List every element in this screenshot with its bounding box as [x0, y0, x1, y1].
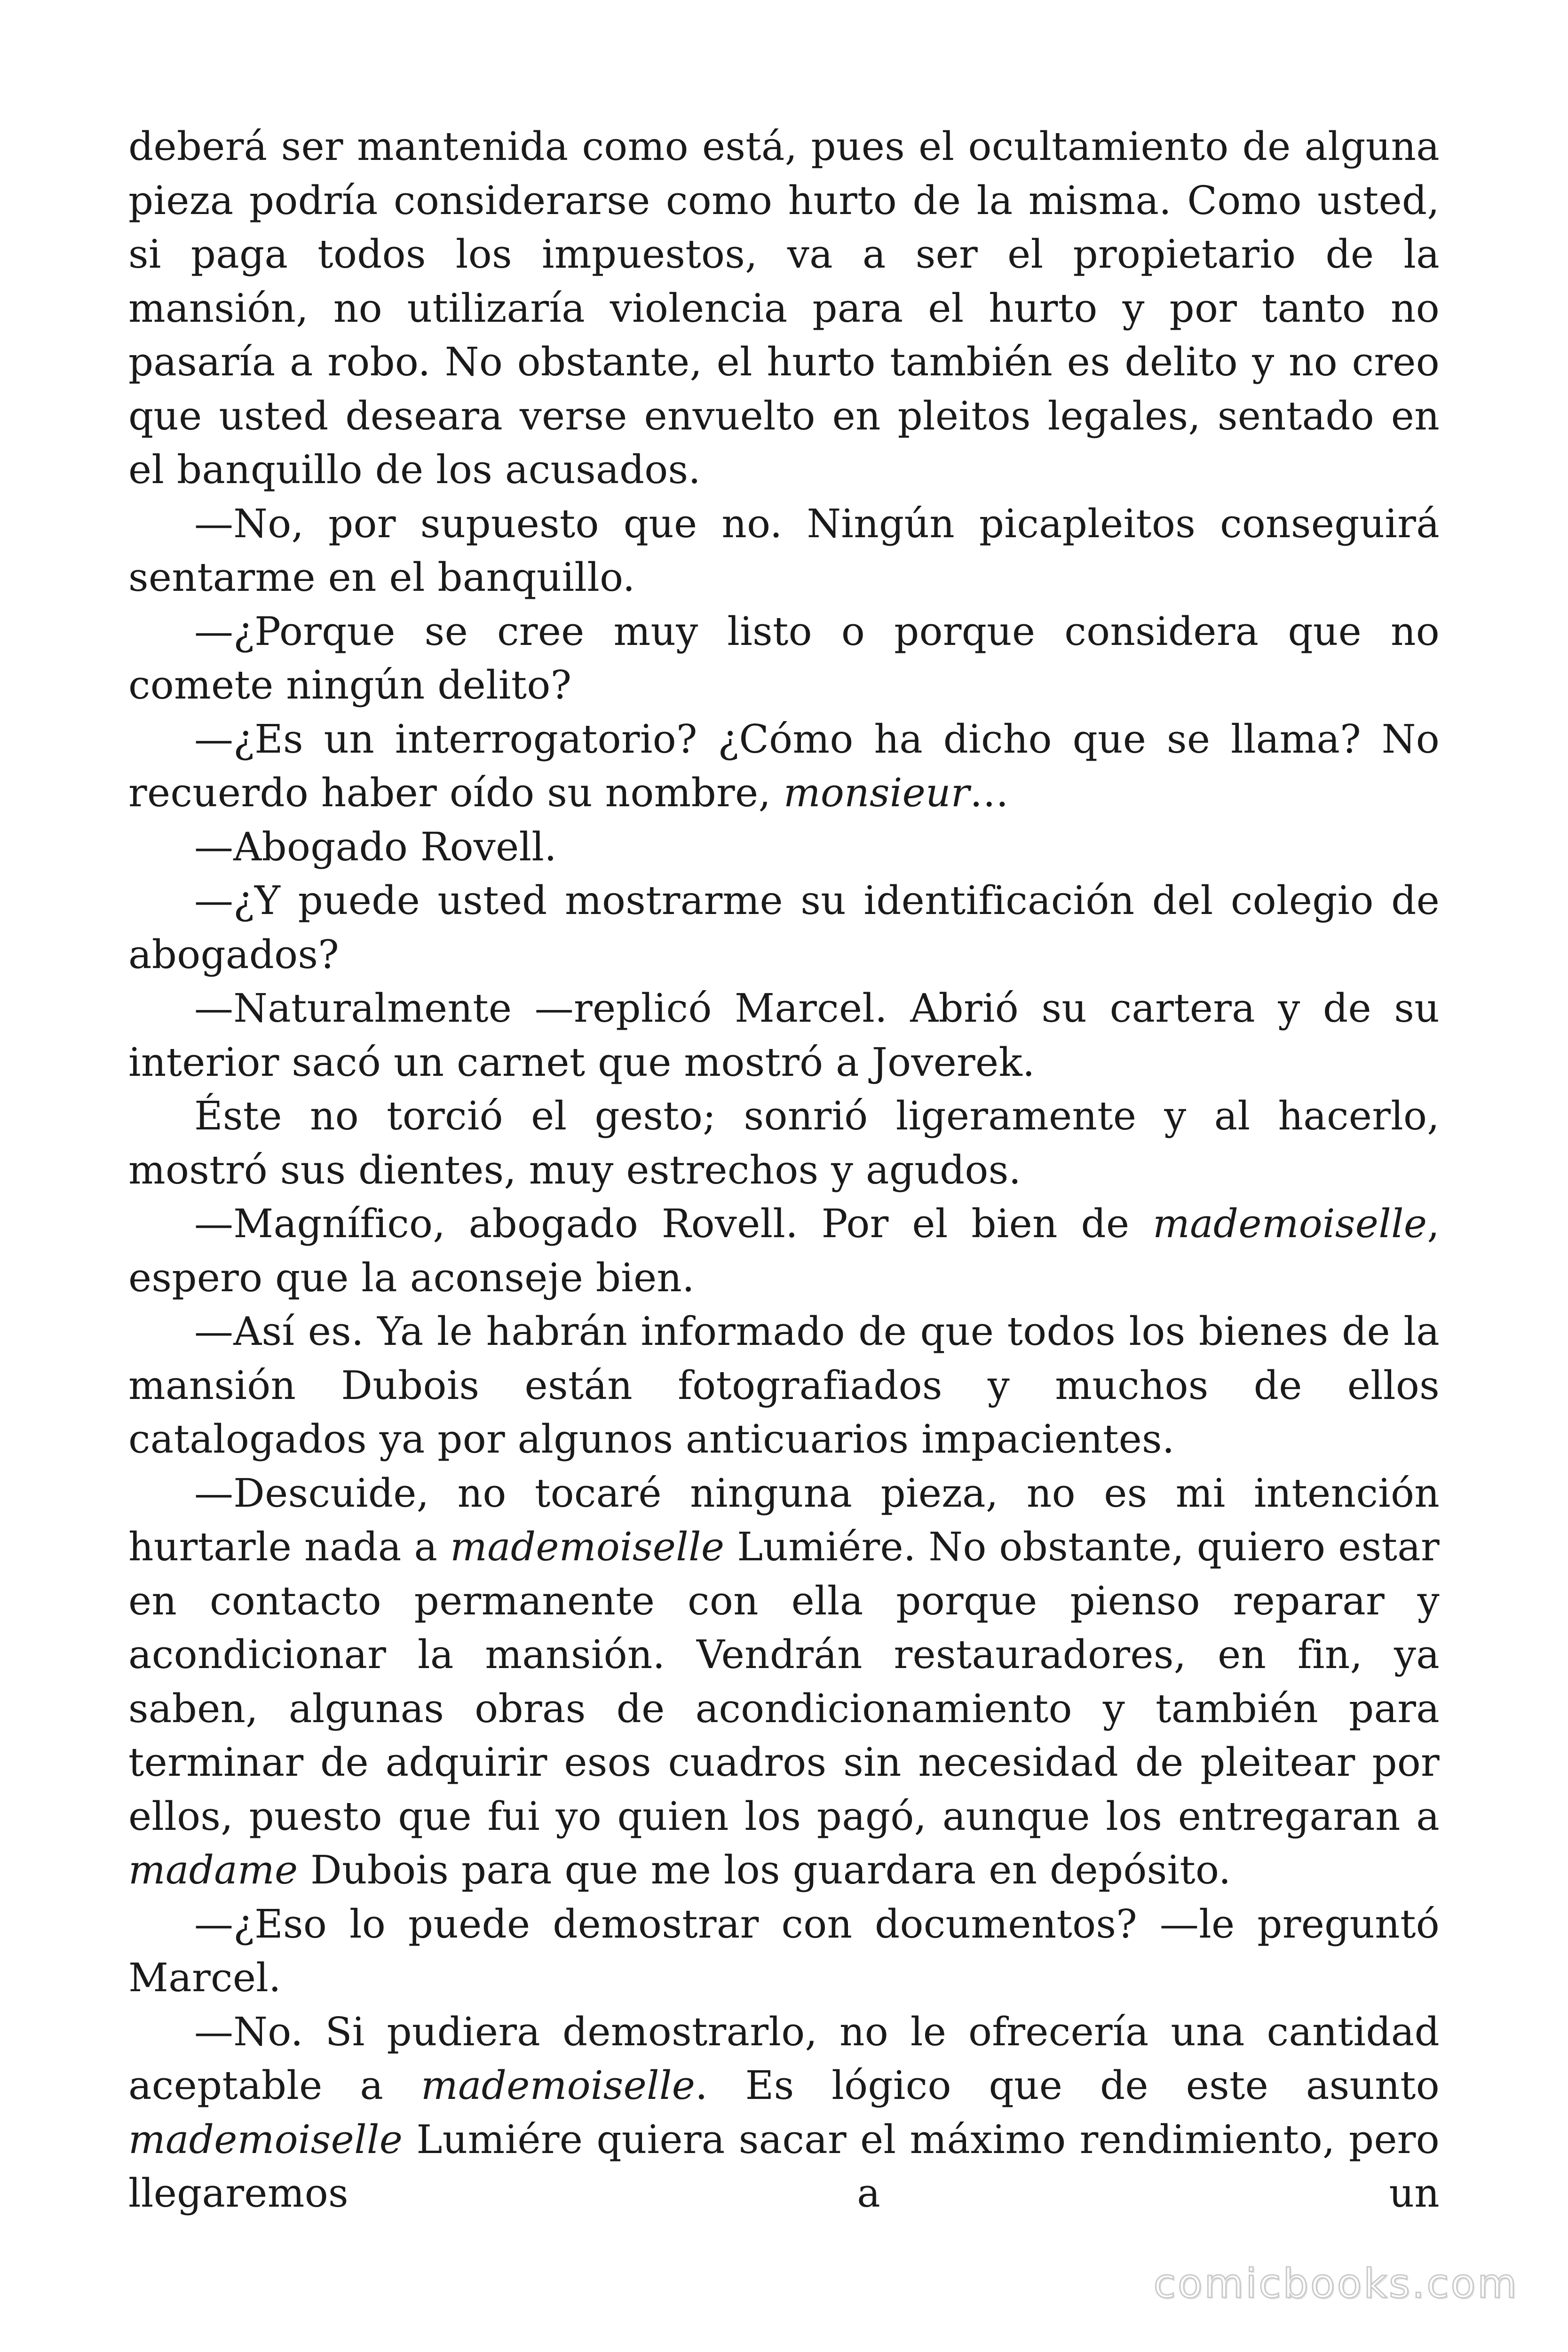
text-run: , espero que la aconseje bien. — [128, 1201, 1440, 1301]
paragraph — [128, 1089, 1440, 1197]
paragraph — [128, 1898, 1440, 2005]
italic-text: mademoiselle — [450, 1524, 725, 1570]
text-run: Éste no torció el gesto; sonrió ligeramente y al hacerlo, mostró sus dientes, muy estrechos y agudos. — [128, 1093, 1440, 1193]
text-run: —¿Es un interrogatorio? ¿Cómo ha dicho que se llama? No recuerdo haber oído su nombre, — [128, 716, 1440, 816]
paragraph — [128, 1467, 1440, 1898]
text-run: —Descuide, no tocaré ninguna pieza, no es mi intención hurtarle nada a — [128, 1470, 1440, 1570]
italic-text: mademoiselle — [420, 2063, 696, 2108]
text-run: Lumiére. No obstante, quiero estar en contacto permanente con ella porque pienso reparar y acondicionar la mansión. Vendrán restauradores, en fin, ya saben, algunas obras de acondicionamiento y también para terminar de adquirir esos cuadros sin necesidad de pleitear por ellos, puesto que fui yo quien los pagó, aunque los entregaran a — [128, 1524, 1440, 1839]
text-run: —Magnífico, abogado Rovell. Por el bien de — [194, 1201, 1153, 1247]
text-run: —No. Si pudiera demostrarlo, no le ofrecería una cantidad aceptable a — [128, 2009, 1440, 2108]
text-run: . Es lógico que de este asunto — [695, 2063, 1440, 2108]
text-run: —¿Eso lo puede demostrar con documentos? —le preguntó Marcel. — [128, 1901, 1440, 2001]
paragraph — [128, 605, 1440, 713]
text-run: —¿Porque se cree muy listo o porque considera que no comete ningún delito? — [128, 608, 1440, 708]
paragraph — [128, 120, 1440, 497]
paragraph — [128, 1305, 1440, 1467]
paragraph — [128, 820, 1440, 874]
text-run: —No, por supuesto que no. Ningún picapleitos conseguirá sentarme en el banquillo. — [128, 501, 1440, 600]
watermark-logo: comicbooks.com — [1153, 2260, 1519, 2307]
text-run: —Abogado Rovell. — [194, 824, 557, 870]
paragraph — [128, 1197, 1440, 1305]
italic-text: mademoiselle — [128, 2116, 403, 2162]
italic-text: monsieur — [783, 770, 970, 816]
page-body — [128, 120, 1440, 2221]
paragraph — [128, 982, 1440, 1089]
italic-text: mademoiselle — [1153, 1201, 1427, 1247]
text-run: Dubois para que me los guardara en depósito. — [298, 1847, 1231, 1893]
text-run: Lumiére quiera sacar el máximo rendimiento, pero llegaremos a un — [128, 2116, 1440, 2216]
text-run: —¿Y puede usted mostrarme su identificación del colegio de abogados? — [128, 878, 1440, 977]
text-run: … — [969, 770, 1009, 816]
paragraph — [128, 2005, 1440, 2221]
paragraph — [128, 874, 1440, 982]
paragraph — [128, 713, 1440, 820]
text-run: —Naturalmente —replicó Marcel. Abrió su cartera y de su interior sacó un carnet que mostró a Joverek. — [128, 985, 1440, 1085]
paragraph — [128, 497, 1440, 605]
text-run: —Así es. Ya le habrán informado de que todos los bienes de la mansión Dubois están fotografiados y muchos de ellos catalogados ya por algunos anticuarios impacientes. — [128, 1309, 1440, 1462]
italic-text: madame — [128, 1847, 298, 1893]
text-run: deberá ser mantenida como está, pues el ocultamiento de alguna pieza podría considerarse como hurto de la misma. Como usted, si paga todos los impuestos, va a ser el propietario de la mansión, no utilizaría violencia para el hurto y por tanto no pasaría a robo. No obstante, el hurto también es delito y no creo que usted deseara verse envuelto en pleitos legales, sentado en el banquillo de los acusados. — [128, 124, 1440, 493]
